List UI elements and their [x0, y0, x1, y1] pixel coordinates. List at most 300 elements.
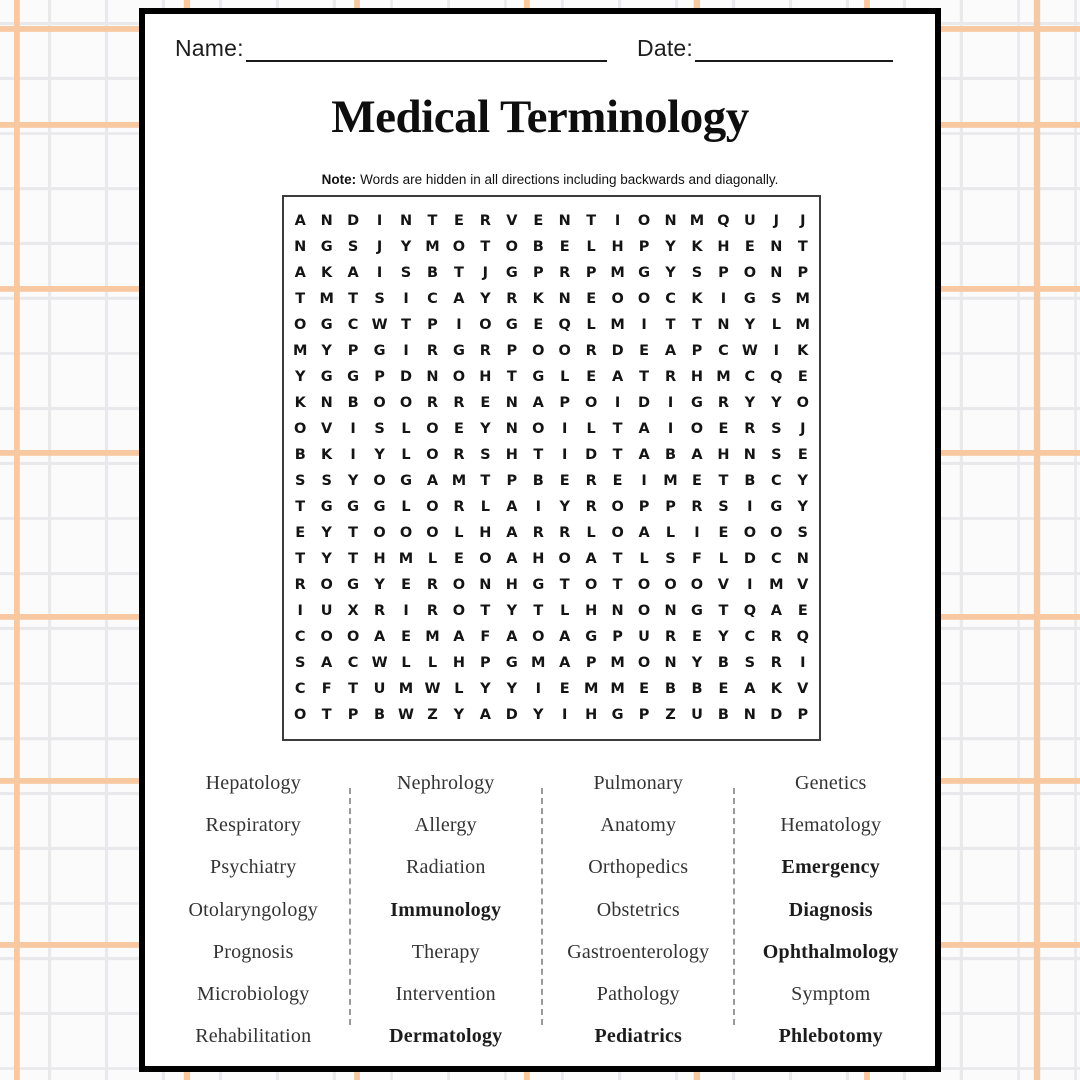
- grid-cell-r1-c14: O: [637, 213, 651, 229]
- grid-cell-r17-c9: A: [506, 629, 518, 645]
- word-item-respiratory: Respiratory: [205, 813, 301, 836]
- grid-cell-r6-c7: G: [452, 343, 465, 359]
- grid-cell-r2-c1: N: [294, 239, 307, 255]
- grid-cell-r18-c12: P: [585, 655, 597, 671]
- grid-cell-r2-c8: T: [480, 239, 491, 255]
- grid-cell-r8-c15: I: [667, 395, 674, 411]
- grid-cell-r10-c13: T: [612, 447, 623, 463]
- grid-cell-r4-c7: A: [453, 291, 465, 307]
- grid-cell-r4-c4: S: [374, 291, 385, 307]
- grid-cell-r16-c12: H: [585, 603, 598, 619]
- grid-cell-r20-c1: O: [294, 707, 307, 723]
- grid-cell-r1-c19: J: [773, 213, 780, 229]
- grid-cell-r9-c20: J: [800, 421, 806, 437]
- grid-cell-r18-c16: Y: [691, 655, 703, 671]
- grid-cell-r4-c20: M: [795, 291, 810, 307]
- grid-cell-r7-c11: L: [560, 369, 570, 385]
- grid-cell-r19-c6: W: [424, 681, 441, 697]
- grid-cell-r4-c6: C: [427, 291, 438, 307]
- grid-cell-r11-c19: C: [770, 473, 782, 489]
- grid-cell-r4-c10: K: [532, 291, 544, 307]
- grid-cell-r10-c4: Y: [374, 447, 385, 463]
- grid-cell-r12-c6: O: [426, 499, 439, 515]
- grid-cell-r5-c16: T: [692, 317, 702, 333]
- grid-cell-r20-c18: N: [743, 707, 756, 723]
- grid-cell-r9-c12: L: [586, 421, 596, 437]
- grid-cell-r14-c6: L: [427, 551, 438, 567]
- grid-cell-r17-c17: Y: [718, 629, 729, 645]
- word-item-radiation: Radiation: [405, 856, 486, 879]
- grid-cell-r7-c7: O: [452, 369, 466, 385]
- grid-cell-r7-c6: N: [426, 369, 439, 385]
- grid-cell-r6-c11: O: [558, 343, 571, 359]
- grid-cell-r14-c7: E: [453, 551, 464, 567]
- grid-cell-r2-c19: N: [770, 239, 783, 255]
- grid-cell-r20-c20: P: [797, 707, 809, 723]
- grid-cell-r17-c5: E: [401, 629, 411, 645]
- grid-cell-r15-c6: R: [426, 577, 439, 593]
- grid-cell-r3-c7: T: [453, 265, 464, 281]
- grid-cell-r15-c13: T: [612, 577, 623, 593]
- grid-cell-r16-c15: N: [664, 603, 677, 619]
- grid-cell-r14-c1: T: [295, 551, 306, 567]
- grid-cell-r9-c13: T: [612, 421, 623, 437]
- grid-cell-r7-c14: T: [639, 369, 650, 385]
- grid-cell-r8-c18: Y: [744, 395, 756, 411]
- grid-cell-r1-c15: N: [664, 213, 677, 229]
- grid-cell-r11-c11: E: [559, 473, 570, 489]
- grid-cell-r13-c16: I: [694, 525, 700, 541]
- grid-cell-r6-c13: D: [611, 343, 624, 359]
- grid-cell-r9-c18: R: [744, 421, 756, 437]
- grid-cell-r19-c11: E: [559, 681, 570, 697]
- grid-cell-r5-c3: C: [347, 317, 359, 333]
- grid-cell-r8-c12: O: [585, 395, 598, 411]
- grid-cell-r16-c3: X: [347, 603, 359, 619]
- grid-cell-r6-c16: P: [691, 343, 703, 359]
- grid-cell-r9-c4: S: [374, 421, 385, 437]
- word-item-orthopedics: Orthopedics: [588, 856, 689, 879]
- grid-cell-r19-c5: M: [398, 681, 414, 697]
- grid-cell-r1-c1: A: [294, 213, 306, 229]
- grid-cell-r2-c15: Y: [665, 239, 676, 255]
- grid-cell-r6-c4: G: [373, 343, 386, 359]
- grid-cell-r19-c16: B: [691, 681, 703, 697]
- grid-cell-r3-c14: G: [638, 265, 651, 281]
- grid-cell-r18-c14: O: [637, 655, 651, 671]
- note-label: Note:: [321, 172, 357, 187]
- name-fill-line[interactable]: [246, 36, 607, 62]
- grid-cell-r15-c8: N: [479, 577, 492, 593]
- grid-cell-r13-c11: R: [559, 525, 571, 541]
- grid-cell-r8-c19: Y: [771, 395, 782, 411]
- grid-cell-r16-c19: A: [770, 603, 782, 619]
- grid-cell-r17-c8: F: [480, 629, 491, 645]
- grid-cell-r10-c10: T: [533, 447, 544, 463]
- page-title: Medical Terminology: [331, 91, 749, 143]
- grid-cell-r12-c5: L: [401, 499, 411, 515]
- grid-cell-r6-c9: P: [506, 343, 518, 359]
- grid-cell-r11-c17: T: [718, 473, 729, 489]
- grid-cell-r8-c16: G: [691, 395, 703, 411]
- grid-cell-r10-c6: O: [426, 447, 439, 463]
- grid-cell-r5-c7: I: [456, 317, 462, 333]
- grid-cell-r2-c13: H: [611, 239, 624, 255]
- grid-cell-r5-c20: M: [795, 317, 810, 333]
- grid-cell-r20-c6: Z: [427, 707, 438, 723]
- grid-cell-r3-c18: O: [743, 265, 757, 281]
- grid-cell-r20-c5: W: [398, 707, 415, 723]
- grid-cell-r8-c14: D: [638, 395, 651, 411]
- grid-cell-r4-c13: O: [611, 291, 624, 307]
- grid-cell-r18-c3: C: [347, 655, 359, 671]
- grid-cell-r4-c8: Y: [480, 291, 491, 307]
- grid-cell-r7-c17: M: [716, 369, 731, 385]
- grid-cell-r10-c15: B: [664, 447, 677, 463]
- grid-cell-r17-c15: R: [664, 629, 677, 645]
- grid-cell-r13-c14: A: [638, 525, 650, 541]
- grid-cell-r12-c8: L: [480, 499, 490, 515]
- grid-cell-r20-c8: A: [479, 707, 491, 723]
- date-label: Date:: [637, 35, 693, 61]
- grid-cell-r4-c12: E: [586, 291, 597, 307]
- grid-cell-r6-c6: R: [426, 343, 439, 359]
- grid-cell-r14-c16: F: [692, 551, 702, 567]
- grid-cell-r19-c7: L: [454, 681, 464, 697]
- grid-cell-r13-c2: Y: [321, 525, 332, 541]
- word-list-column-2: [350, 762, 543, 1059]
- word-item-intervention: Intervention: [395, 983, 496, 1006]
- word-item-therapy: Therapy: [411, 940, 480, 963]
- grid-cell-r4-c1: T: [295, 291, 306, 307]
- grid-cell-r5-c14: I: [641, 317, 647, 333]
- grid-cell-r9-c19: S: [771, 421, 782, 437]
- grid-cell-r11-c4: O: [373, 473, 386, 489]
- grid-cell-r16-c2: U: [320, 603, 333, 619]
- grid-cell-r13-c15: L: [665, 525, 676, 541]
- grid-cell-r7-c18: C: [744, 369, 756, 385]
- grid-cell-r13-c8: H: [479, 525, 492, 541]
- grid-cell-r12-c13: O: [611, 499, 624, 515]
- grid-cell-r14-c18: D: [743, 551, 756, 567]
- grid-cell-r11-c3: Y: [347, 473, 359, 489]
- grid-cell-r14-c15: S: [665, 551, 676, 567]
- grid-cell-r11-c10: B: [532, 473, 544, 489]
- grid-cell-r17-c13: P: [612, 629, 623, 645]
- word-item-pathology: Pathology: [596, 983, 680, 1006]
- grid-cell-r5-c11: Q: [558, 317, 571, 333]
- grid-cell-r2-c16: K: [691, 239, 703, 255]
- grid-cell-r10-c2: K: [321, 447, 333, 463]
- grid-cell-r10-c14: A: [638, 447, 650, 463]
- grid-cell-r7-c15: R: [664, 369, 677, 385]
- grid-cell-r13-c4: O: [373, 525, 386, 541]
- word-item-hematology: Hematology: [780, 813, 882, 836]
- grid-cell-r8-c13: I: [614, 395, 621, 411]
- grid-cell-r15-c9: H: [505, 577, 518, 593]
- grid-cell-r10-c17: H: [717, 447, 730, 463]
- grid-cell-r12-c12: R: [585, 499, 597, 515]
- grid-cell-r17-c11: A: [559, 629, 571, 645]
- grid-cell-r14-c14: L: [639, 551, 649, 567]
- grid-cell-r1-c5: N: [399, 213, 413, 229]
- date-fill-line[interactable]: [695, 36, 893, 62]
- grid-cell-r6-c8: R: [479, 343, 491, 359]
- grid-cell-r10-c8: S: [480, 447, 491, 463]
- grid-cell-r12-c3: G: [347, 499, 360, 515]
- grid-cell-r7-c13: A: [612, 369, 624, 385]
- grid-cell-r1-c17: Q: [717, 213, 730, 229]
- grid-cell-r8-c20: O: [796, 395, 809, 411]
- grid-cell-r12-c20: Y: [797, 499, 809, 515]
- grid-cell-r15-c12: O: [585, 577, 598, 593]
- grid-cell-r13-c18: O: [743, 525, 757, 541]
- grid-cell-r20-c11: I: [562, 707, 568, 723]
- grid-cell-r10-c19: S: [771, 447, 782, 463]
- grid-cell-r3-c9: G: [505, 265, 518, 281]
- grid-cell-r15-c10: G: [532, 577, 545, 593]
- grid-cell-r6-c10: O: [532, 343, 545, 359]
- grid-cell-r18-c15: N: [664, 655, 677, 671]
- grid-cell-r14-c5: M: [398, 551, 414, 567]
- grid-cell-r18-c19: R: [770, 655, 782, 671]
- grid-cell-r15-c2: O: [320, 577, 333, 593]
- grid-cell-r10-c18: N: [743, 447, 756, 463]
- grid-cell-r17-c2: O: [320, 629, 333, 645]
- grid-cell-r5-c17: N: [717, 317, 730, 333]
- grid-cell-r3-c2: K: [321, 265, 333, 281]
- grid-cell-r5-c5: T: [401, 317, 411, 333]
- grid-cell-r1-c3: D: [347, 213, 360, 229]
- grid-cell-r19-c14: E: [639, 681, 650, 697]
- grid-cell-r12-c14: P: [638, 499, 650, 515]
- grid-cell-r19-c9: Y: [506, 681, 518, 697]
- grid-cell-r4-c3: T: [348, 291, 359, 307]
- grid-cell-r6-c14: E: [639, 343, 650, 359]
- grid-cell-r9-c11: I: [562, 421, 568, 437]
- grid-cell-r19-c20: V: [797, 681, 809, 697]
- grid-cell-r17-c20: Q: [796, 629, 809, 645]
- grid-cell-r17-c1: C: [294, 629, 306, 645]
- word-item-diagnosis: Diagnosis: [788, 898, 873, 921]
- grid-cell-r4-c2: M: [319, 291, 334, 307]
- grid-cell-r15-c7: O: [452, 577, 466, 593]
- grid-cell-r12-c7: R: [453, 499, 465, 515]
- word-list-column-3: [542, 762, 735, 1059]
- grid-cell-r8-c11: P: [559, 395, 571, 411]
- word-item-emergency: Emergency: [781, 856, 880, 879]
- grid-cell-r8-c2: N: [320, 395, 333, 411]
- grid-cell-r3-c8: J: [482, 265, 489, 281]
- grid-cell-r3-c13: M: [610, 265, 625, 281]
- grid-cell-r16-c18: Q: [743, 603, 757, 619]
- grid-cell-r16-c1: I: [297, 603, 303, 619]
- grid-cell-r12-c19: G: [770, 499, 783, 515]
- grid-cell-r13-c19: O: [770, 525, 783, 541]
- grid-cell-r12-c16: R: [691, 499, 703, 515]
- grid-cell-r13-c17: E: [718, 525, 729, 541]
- grid-cell-r4-c16: K: [691, 291, 703, 307]
- grid-cell-r17-c19: R: [770, 629, 782, 645]
- grid-cell-r9-c1: O: [294, 421, 307, 437]
- word-item-microbiology: Microbiology: [197, 983, 310, 1006]
- grid-cell-r2-c3: S: [347, 239, 359, 255]
- grid-cell-r9-c6: O: [426, 421, 439, 437]
- grid-cell-r16-c8: T: [480, 603, 491, 619]
- grid-cell-r16-c13: N: [611, 603, 624, 619]
- grid-cell-r2-c7: O: [452, 239, 466, 255]
- grid-cell-r11-c5: G: [400, 473, 412, 489]
- grid-cell-r16-c16: G: [691, 603, 703, 619]
- grid-cell-r2-c12: L: [586, 239, 596, 255]
- word-item-pulmonary: Pulmonary: [593, 771, 684, 794]
- grid-cell-r13-c6: O: [426, 525, 439, 541]
- grid-cell-r18-c2: A: [321, 655, 333, 671]
- word-item-immunology: Immunology: [390, 898, 502, 921]
- grid-cell-r15-c14: O: [637, 577, 651, 593]
- grid-cell-r8-c10: A: [532, 395, 544, 411]
- grid-cell-r20-c19: D: [770, 707, 783, 723]
- grid-cell-r20-c7: Y: [453, 707, 465, 723]
- grid-cell-r10-c1: B: [294, 447, 306, 463]
- grid-cell-r15-c1: R: [294, 577, 306, 593]
- grid-cell-r11-c8: T: [480, 473, 491, 489]
- word-item-psychiatry: Psychiatry: [210, 856, 297, 879]
- grid-cell-r14-c3: T: [348, 551, 359, 567]
- grid-cell-r18-c8: P: [480, 655, 491, 671]
- grid-cell-r11-c6: A: [426, 473, 439, 489]
- grid-cell-r15-c4: Y: [374, 577, 385, 593]
- grid-cell-r9-c8: Y: [480, 421, 491, 437]
- grid-cell-r7-c3: G: [347, 369, 360, 385]
- grid-cell-r2-c4: J: [376, 239, 383, 255]
- grid-cell-r14-c11: O: [558, 551, 571, 567]
- grid-cell-r14-c2: Y: [321, 551, 332, 567]
- grid-cell-r9-c2: V: [321, 421, 333, 437]
- grid-cell-r16-c6: R: [426, 603, 439, 619]
- grid-cell-r1-c13: I: [614, 213, 621, 229]
- word-item-allergy: Allergy: [414, 813, 477, 836]
- grid-cell-r18-c13: M: [610, 655, 625, 671]
- word-item-ophthalmology: Ophthalmology: [762, 940, 899, 963]
- grid-cell-r2-c6: M: [425, 239, 440, 255]
- grid-cell-r1-c11: N: [558, 213, 571, 229]
- grid-cell-r13-c5: O: [399, 525, 413, 541]
- grid-cell-r7-c12: E: [586, 369, 597, 385]
- grid-cell-r5-c18: Y: [744, 317, 756, 333]
- grid-cell-r16-c20: E: [797, 603, 808, 619]
- grid-cell-r14-c19: C: [770, 551, 782, 567]
- grid-cell-r4-c17: I: [720, 291, 727, 307]
- grid-cell-r5-c12: L: [586, 317, 596, 333]
- grid-cell-r7-c16: H: [690, 369, 704, 385]
- grid-cell-r1-c4: I: [376, 213, 383, 229]
- grid-cell-r3-c19: N: [770, 265, 783, 281]
- grid-cell-r20-c3: P: [347, 707, 359, 723]
- word-item-nephrology: Nephrology: [396, 771, 495, 794]
- grid-cell-r11-c13: E: [612, 473, 623, 489]
- grid-cell-r15-c3: G: [347, 577, 360, 593]
- grid-cell-r7-c8: H: [479, 369, 492, 385]
- grid-cell-r9-c7: E: [453, 421, 464, 437]
- grid-cell-r7-c4: P: [374, 369, 385, 385]
- grid-cell-r19-c10: I: [535, 681, 541, 697]
- grid-cell-r18-c5: L: [401, 655, 411, 671]
- word-search-grid: [282, 195, 821, 741]
- grid-cell-r12-c2: G: [320, 499, 333, 515]
- grid-cell-r11-c18: B: [744, 473, 756, 489]
- grid-cell-r6-c2: Y: [321, 343, 332, 359]
- worksheet-page: [139, 8, 941, 1072]
- grid-cell-r1-c16: M: [689, 213, 705, 229]
- grid-cell-r4-c14: O: [637, 291, 651, 307]
- grid-cell-r15-c20: V: [797, 577, 809, 593]
- grid-cell-r2-c5: Y: [400, 239, 412, 255]
- grid-cell-r3-c20: P: [797, 265, 809, 281]
- grid-cell-r4-c9: R: [506, 291, 518, 307]
- grid-cell-r14-c10: H: [532, 551, 545, 567]
- grid-cell-r10-c16: A: [691, 447, 703, 463]
- grid-cell-r7-c20: E: [797, 369, 808, 385]
- word-list: [157, 762, 927, 1059]
- grid-cell-r18-c6: L: [427, 655, 438, 671]
- grid-cell-r6-c5: I: [403, 343, 409, 359]
- grid-cell-r2-c9: O: [505, 239, 518, 255]
- grid-cell-r11-c9: P: [506, 473, 518, 489]
- grid-cell-r20-c16: U: [691, 707, 703, 723]
- grid-cell-r12-c1: T: [295, 499, 306, 515]
- grid-cell-r17-c4: A: [373, 629, 386, 645]
- grid-cell-r19-c2: F: [321, 681, 332, 697]
- grid-cell-r17-c3: O: [346, 629, 360, 645]
- grid-cell-r10-c20: E: [797, 447, 808, 463]
- grid-cell-r19-c17: E: [718, 681, 729, 697]
- grid-cell-r19-c4: U: [373, 681, 386, 697]
- grid-cell-r7-c1: Y: [294, 369, 306, 385]
- grid-cell-r16-c4: R: [373, 603, 386, 619]
- grid-cell-r17-c6: M: [425, 629, 440, 645]
- grid-cell-r10-c3: I: [350, 447, 356, 463]
- grid-cell-r1-c20: J: [800, 213, 806, 229]
- grid-cell-r3-c6: B: [426, 265, 438, 281]
- grid-cell-r16-c17: T: [718, 603, 729, 619]
- grid-cell-r1-c8: R: [479, 213, 491, 229]
- grid-cell-r16-c9: Y: [506, 603, 518, 619]
- note-text: Words are hidden in all directions including backwards and diagonally.: [360, 172, 779, 187]
- grid-cell-r2-c14: P: [638, 239, 650, 255]
- grid-cell-r18-c17: B: [717, 655, 729, 671]
- grid-cell-r2-c10: B: [532, 239, 544, 255]
- grid-cell-r13-c1: E: [295, 525, 306, 541]
- grid-cell-r3-c15: Y: [665, 265, 676, 281]
- grid-cell-r4-c18: G: [743, 291, 756, 307]
- grid-cell-r15-c11: T: [559, 577, 570, 593]
- grid-cell-r20-c10: Y: [533, 707, 544, 723]
- grid-cell-r3-c4: I: [376, 265, 383, 281]
- grid-cell-r20-c2: T: [321, 707, 332, 723]
- grid-cell-r18-c7: H: [452, 655, 465, 671]
- grid-cell-r8-c4: O: [373, 395, 386, 411]
- grid-cell-r2-c11: E: [559, 239, 570, 255]
- grid-cell-r3-c3: A: [347, 265, 359, 281]
- grid-cell-r11-c15: M: [663, 473, 678, 489]
- grid-cell-r19-c18: A: [744, 681, 756, 697]
- word-item-phlebotomy: Phlebotomy: [778, 1025, 883, 1048]
- grid-cell-r6-c3: P: [347, 343, 359, 359]
- grid-cell-r15-c17: V: [717, 577, 730, 593]
- grid-cell-r11-c14: I: [641, 473, 647, 489]
- grid-cell-r3-c17: P: [718, 265, 729, 281]
